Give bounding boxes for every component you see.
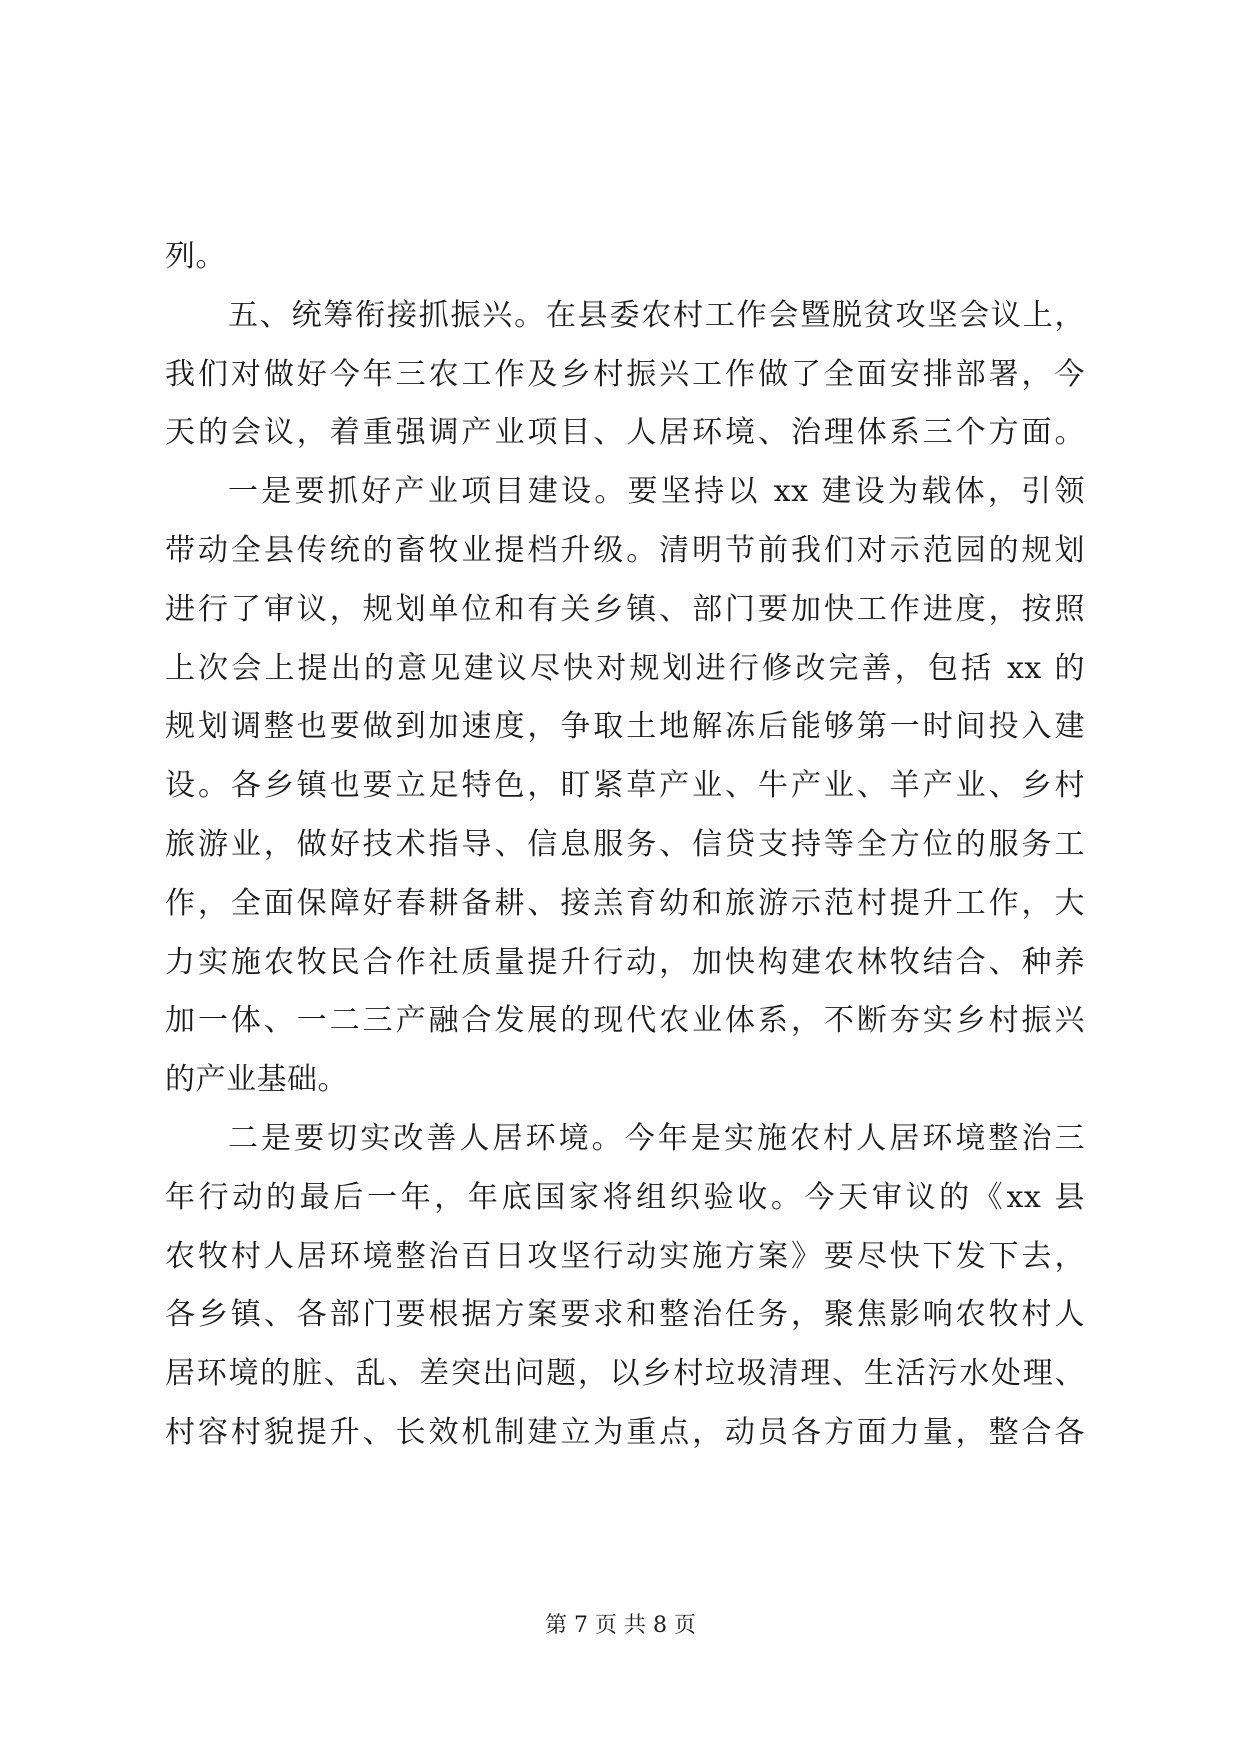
body-text [165, 228, 1085, 1463]
text-line: 加一体、一二三产融合发展的现代农业体系，不断夯实乡村振兴 [165, 1003, 1085, 1039]
text-line: 村容村貌提升、长效机制建立为重点，动员各方面力量，整合各 [165, 1414, 1085, 1450]
text-line: 规划调整也要做到加速度，争取土地解冻后能够第一时间投入建 [165, 709, 1085, 745]
text-line: 列。 [165, 239, 226, 274]
text-line: 作，全面保障好春耕备耕、接羔育幼和旅游示范村提升工作，大 [165, 885, 1085, 921]
text-line: 上次会上提出的意见建议尽快对规划进行修改完善，包括 xx 的 [165, 650, 1085, 686]
text-line: 天的会议，着重强调产业项目、人居环境、治理体系三个方面。 [165, 415, 1085, 451]
text-line: 二是要切实改善人居环境。今年是实施农村人居环境整治三 [228, 1120, 1085, 1156]
text-line: 五、统筹衔接抓振兴。在县委农村工作会暨脱贫攻坚会议上， [228, 297, 1085, 333]
text-line: 力实施农牧民合作社质量提升行动，加快构建农林牧结合、种养 [165, 944, 1085, 980]
page-footer: 第 7 页 共 8 页 [545, 1613, 696, 1638]
text-line: 居环境的脏、乱、差突出问题，以乡村垃圾清理、生活污水处理、 [165, 1356, 1085, 1392]
text-line: 一是要抓好产业项目建设。要坚持以 xx 建设为载体，引领 [228, 474, 1085, 510]
text-line: 旅游业，做好技术指导、信息服务、信贷支持等全方位的服务工 [165, 826, 1085, 862]
text-line: 的产业基础。 [165, 1062, 348, 1098]
text-line: 年行动的最后一年，年底国家将组织验收。今天审议的《xx 县 [165, 1179, 1085, 1215]
text-line: 各乡镇、各部门要根据方案要求和整治任务，聚焦影响农牧村人 [165, 1297, 1085, 1333]
text-line: 我们对做好今年三农工作及乡村振兴工作做了全面安排部署，今 [165, 356, 1085, 392]
text-line: 进行了审议，规划单位和有关乡镇、部门要加快工作进度，按照 [165, 591, 1085, 627]
text-line: 带动全县传统的畜牧业提档升级。清明节前我们对示范园的规划 [165, 532, 1085, 568]
text-line: 设。各乡镇也要立足特色，盯紧草产业、牛产业、羊产业、乡村 [165, 768, 1085, 804]
text-line: 农牧村人居环境整治百日攻坚行动实施方案》要尽快下发下去， [165, 1238, 1085, 1274]
